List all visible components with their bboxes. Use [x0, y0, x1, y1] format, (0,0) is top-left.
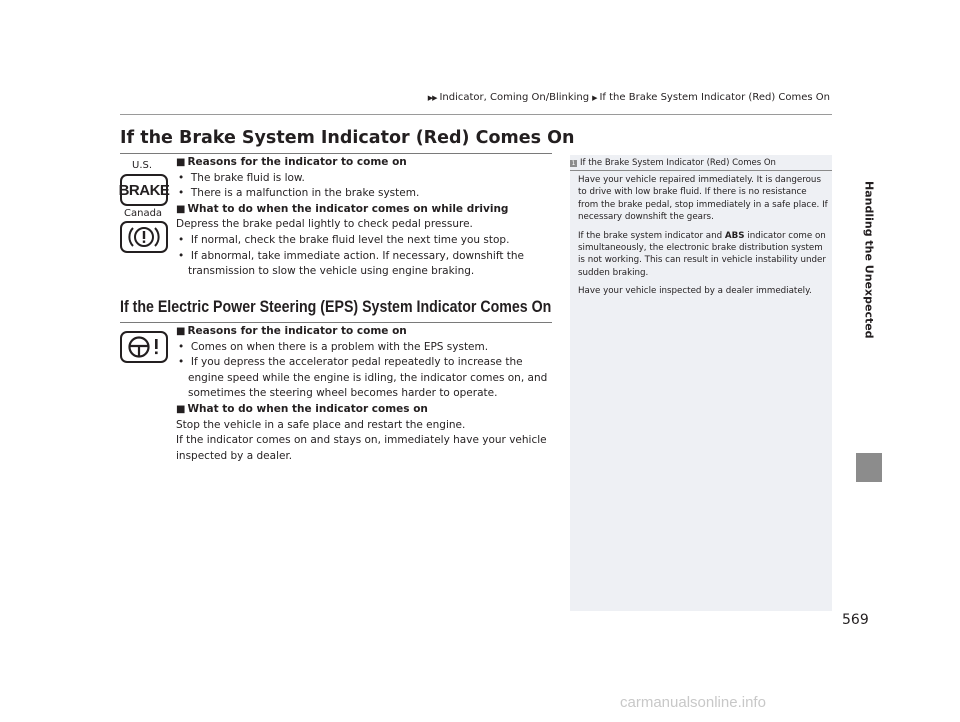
- header-divider: [120, 114, 832, 115]
- chapter-side-tab-label: Handling the Unexpected: [862, 181, 876, 339]
- note-para-1: Have your vehicle repaired immediately. It is dangerous to drive with low brake fluid. If there is no resistance from the brake pedal, stop immediately in a safe place. If necessary downshift the gears.: [578, 175, 828, 223]
- watermark-footer: carmanualsonline.info: [620, 694, 766, 711]
- canada-label: Canada: [124, 208, 163, 219]
- note-para-2: If the brake system indicator and ABS indicator come on simultaneously, the electronic brake distribution system is not working. This can result in vehicle instability under sudden braking.: [578, 230, 826, 278]
- reasons-heading-1: ■ Reasons for the indicator to come on: [176, 156, 407, 168]
- breadcrumb-item-brake[interactable]: If the Brake System Indicator (Red) Comes On: [599, 92, 830, 103]
- note-para-3: Have your vehicle inspected by a dealer immediately.: [578, 286, 812, 297]
- todo-heading-1: ■ What to do when the indicator comes on while driving: [176, 202, 509, 215]
- breadcrumb-item-indicator[interactable]: Indicator, Coming On/Blinking: [439, 92, 590, 103]
- breadcrumb: [428, 92, 830, 103]
- list-item: • If you depress the accelerator pedal repeatedly to increase the engine speed while the engine is idling, the indicator comes on, and sometimes the steering wheel becomes harder to operate.: [178, 356, 548, 400]
- eps-title-divider: [120, 322, 552, 323]
- chapter-side-tab[interactable]: [856, 70, 882, 450]
- todo-heading-2: ■ What to do when the indicator comes on: [176, 402, 428, 415]
- todo-text-1: Depress the brake pedal lightly to check pedal pressure.: [176, 218, 473, 231]
- reasons-heading-2: ■ Reasons for the indicator to come on: [176, 325, 407, 337]
- note-body: [578, 174, 828, 304]
- brake-icon-text: BRAKE: [118, 181, 170, 199]
- page-title: If the Brake System Indicator (Red) Comes On: [120, 128, 575, 148]
- list-item: • The brake fluid is low.: [178, 171, 305, 184]
- list-item: • If abnormal, take immediate action. If necessary, downshift the transmission to slow the vehicle using engine braking.: [178, 249, 525, 278]
- note-marker-icon: 1: [571, 159, 576, 167]
- arrow-icon: ▶: [592, 93, 597, 102]
- list-item: • There is a malfunction in the brake system.: [178, 187, 420, 200]
- section2-body: [176, 324, 556, 464]
- note-title-text[interactable]: If the Brake System Indicator (Red) Comes On: [580, 158, 776, 168]
- brake-indicator-icon: [120, 174, 168, 206]
- us-label: U.S.: [132, 160, 153, 171]
- double-arrow-icon: ▶▶: [427, 93, 437, 102]
- list-item: • Comes on when there is a problem with the EPS system.: [178, 340, 489, 353]
- eps-section-title: If the Electric Power Steering (EPS) System Indicator Comes On: [120, 298, 552, 316]
- brake-warning-circle-icon: [120, 221, 168, 253]
- section1-body: [176, 155, 556, 280]
- todo-line: Stop the vehicle in a safe place and restart the engine.: [176, 418, 466, 431]
- page-number: 569: [842, 612, 869, 628]
- note-title: [570, 156, 832, 171]
- list-item: • If normal, check the brake fluid level the next time you stop.: [178, 233, 510, 246]
- chapter-marker-block: [856, 453, 882, 482]
- title-divider: [120, 153, 552, 154]
- todo-line: If the indicator comes on and stays on, immediately have your vehicle inspected by a dealer.: [176, 434, 547, 462]
- eps-warning-icon: [120, 331, 168, 363]
